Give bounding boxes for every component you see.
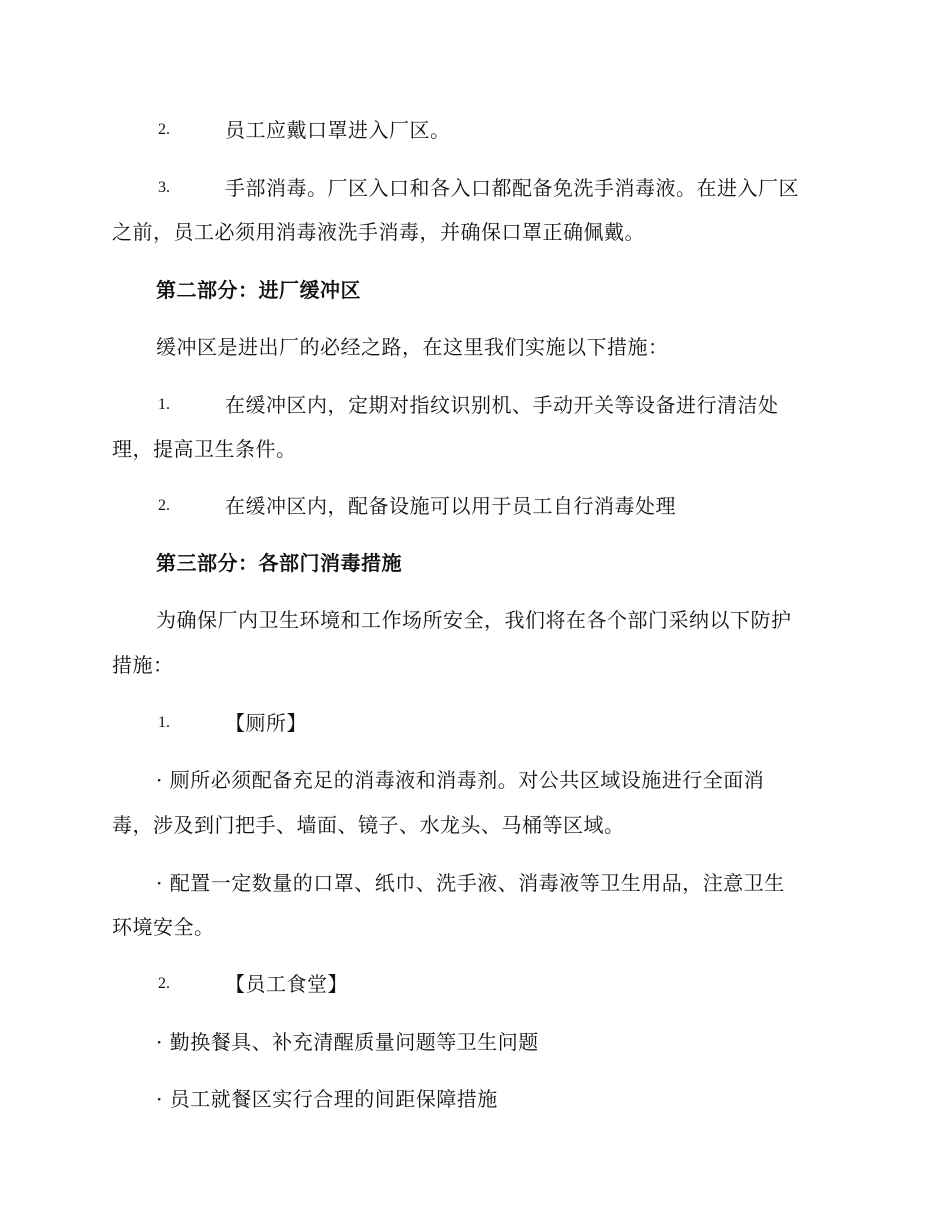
list-item-text: 【厕所】 [225,711,307,735]
section-heading-part3: 第三部分：各部门消毒措施 [156,551,402,575]
section-heading-part2: 第二部分：进厂缓冲区 [156,278,361,302]
list-item-text: 手部消毒。厂区入口和各入口都配备免洗手消毒液。在进入厂区 [225,176,799,200]
list-number: 2. [158,975,170,992]
bullet-item: · 员工就餐区实行合理的间距保障措施 [156,1087,498,1111]
list-number: 2. [158,121,170,138]
list-item-text: 员工应戴口罩进入厂区。 [225,118,451,142]
list-item-text-continued: 之前，员工必须用消毒液洗手消毒，并确保口罩正确佩戴。 [112,220,645,244]
paragraph-dept-intro-continued: 措施： [112,653,174,677]
list-item-text: 在缓冲区内，定期对指纹识别机、手动开关等设备进行清洁处 [225,393,779,417]
list-number: 1. [158,396,170,413]
bullet-item-continued: 环境安全。 [112,915,215,939]
list-item-text-continued: 理，提高卫生条件。 [112,437,297,461]
bullet-item: · 厕所必须配备充足的消毒液和消毒剂。对公共区域设施进行全面消 [156,768,765,792]
list-item-text: 【员工食堂】 [225,972,348,996]
bullet-item: · 勤换餐具、补充清醒质量问题等卫生问题 [156,1030,539,1054]
list-number: 3. [158,179,170,196]
paragraph-buffer-intro: 缓冲区是进出厂的必经之路，在这里我们实施以下措施： [156,335,669,359]
bullet-item: · 配置一定数量的口罩、纸巾、洗手液、消毒液等卫生用品，注意卫生 [156,871,785,895]
list-number: 2. [158,497,170,514]
bullet-item-continued: 毒，涉及到门把手、墙面、镜子、水龙头、马桶等区域。 [112,813,625,837]
paragraph-dept-intro: 为确保厂内卫生环境和工作场所安全，我们将在各个部门采纳以下防护 [156,608,792,632]
list-item-text: 在缓冲区内，配备设施可以用于员工自行消毒处理 [225,494,676,518]
list-number: 1. [158,714,170,731]
